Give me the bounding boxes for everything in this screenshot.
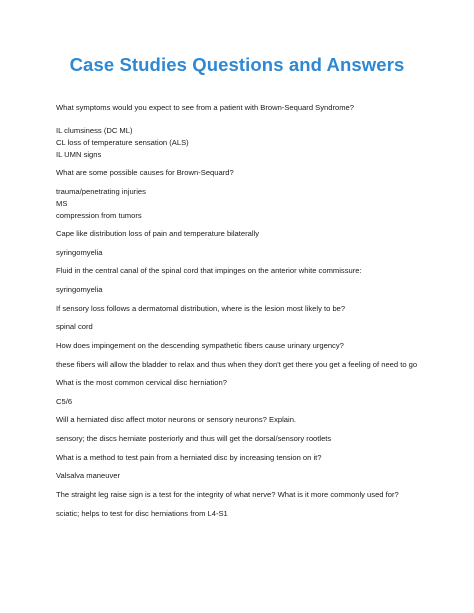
question-text: What are some possible causes for Brown-Sequard?: [56, 168, 234, 177]
answer-text: C5/6: [56, 397, 73, 406]
answer-text: spinal cord: [56, 322, 93, 331]
answer-text: these fibers will allow the bladder to relax and thus when they don't get there you get a feeling of need to go: [56, 360, 418, 369]
question-text: If sensory loss follows a dermatomal distribution, where is the lesion most likely to be?: [56, 304, 346, 313]
answer-text: syringomyelia: [56, 285, 103, 294]
answer-text: trauma/penetrating injuries: [56, 187, 146, 196]
answer-text: MS: [56, 199, 68, 208]
document-title: Case Studies Questions and Answers: [69, 54, 405, 75]
answer-text: sciatic; helps to test for disc herniations from L4-S1: [56, 509, 228, 518]
question-text: Cape like distribution loss of pain and temperature bilaterally: [56, 229, 260, 238]
question-text: What is the most common cervical disc herniation?: [56, 378, 227, 387]
question-text: What symptoms would you expect to see from a patient with Brown-Sequard Syndrome?: [56, 103, 354, 112]
question-text: How does impingement on the descending sympathetic fibers cause urinary urgency?: [56, 341, 344, 350]
answer-text: sensory; the discs herniate posteriorly and thus will get the dorsal/sensory rootlets: [56, 434, 332, 443]
answer-text: CL loss of temperature sensation (ALS): [56, 138, 189, 147]
question-text: Fluid in the central canal of the spinal cord that impinges on the anterior white commissure:: [56, 266, 362, 275]
answer-text: syringomyelia: [56, 248, 103, 257]
answer-text: IL UMN signs: [56, 150, 102, 159]
answer-text: IL clumsiness (DC ML): [56, 126, 133, 135]
question-text: Will a herniated disc affect motor neurons or sensory neurons? Explain.: [56, 415, 297, 424]
answer-text: Valsalva maneuver: [56, 471, 121, 480]
question-text: What is a method to test pain from a herniated disc by increasing tension on it?: [56, 453, 322, 462]
answer-text: compression from tumors: [56, 211, 142, 220]
question-text: The straight leg raise sign is a test for the integrity of what nerve? What is it more commonly used for?: [56, 490, 399, 499]
